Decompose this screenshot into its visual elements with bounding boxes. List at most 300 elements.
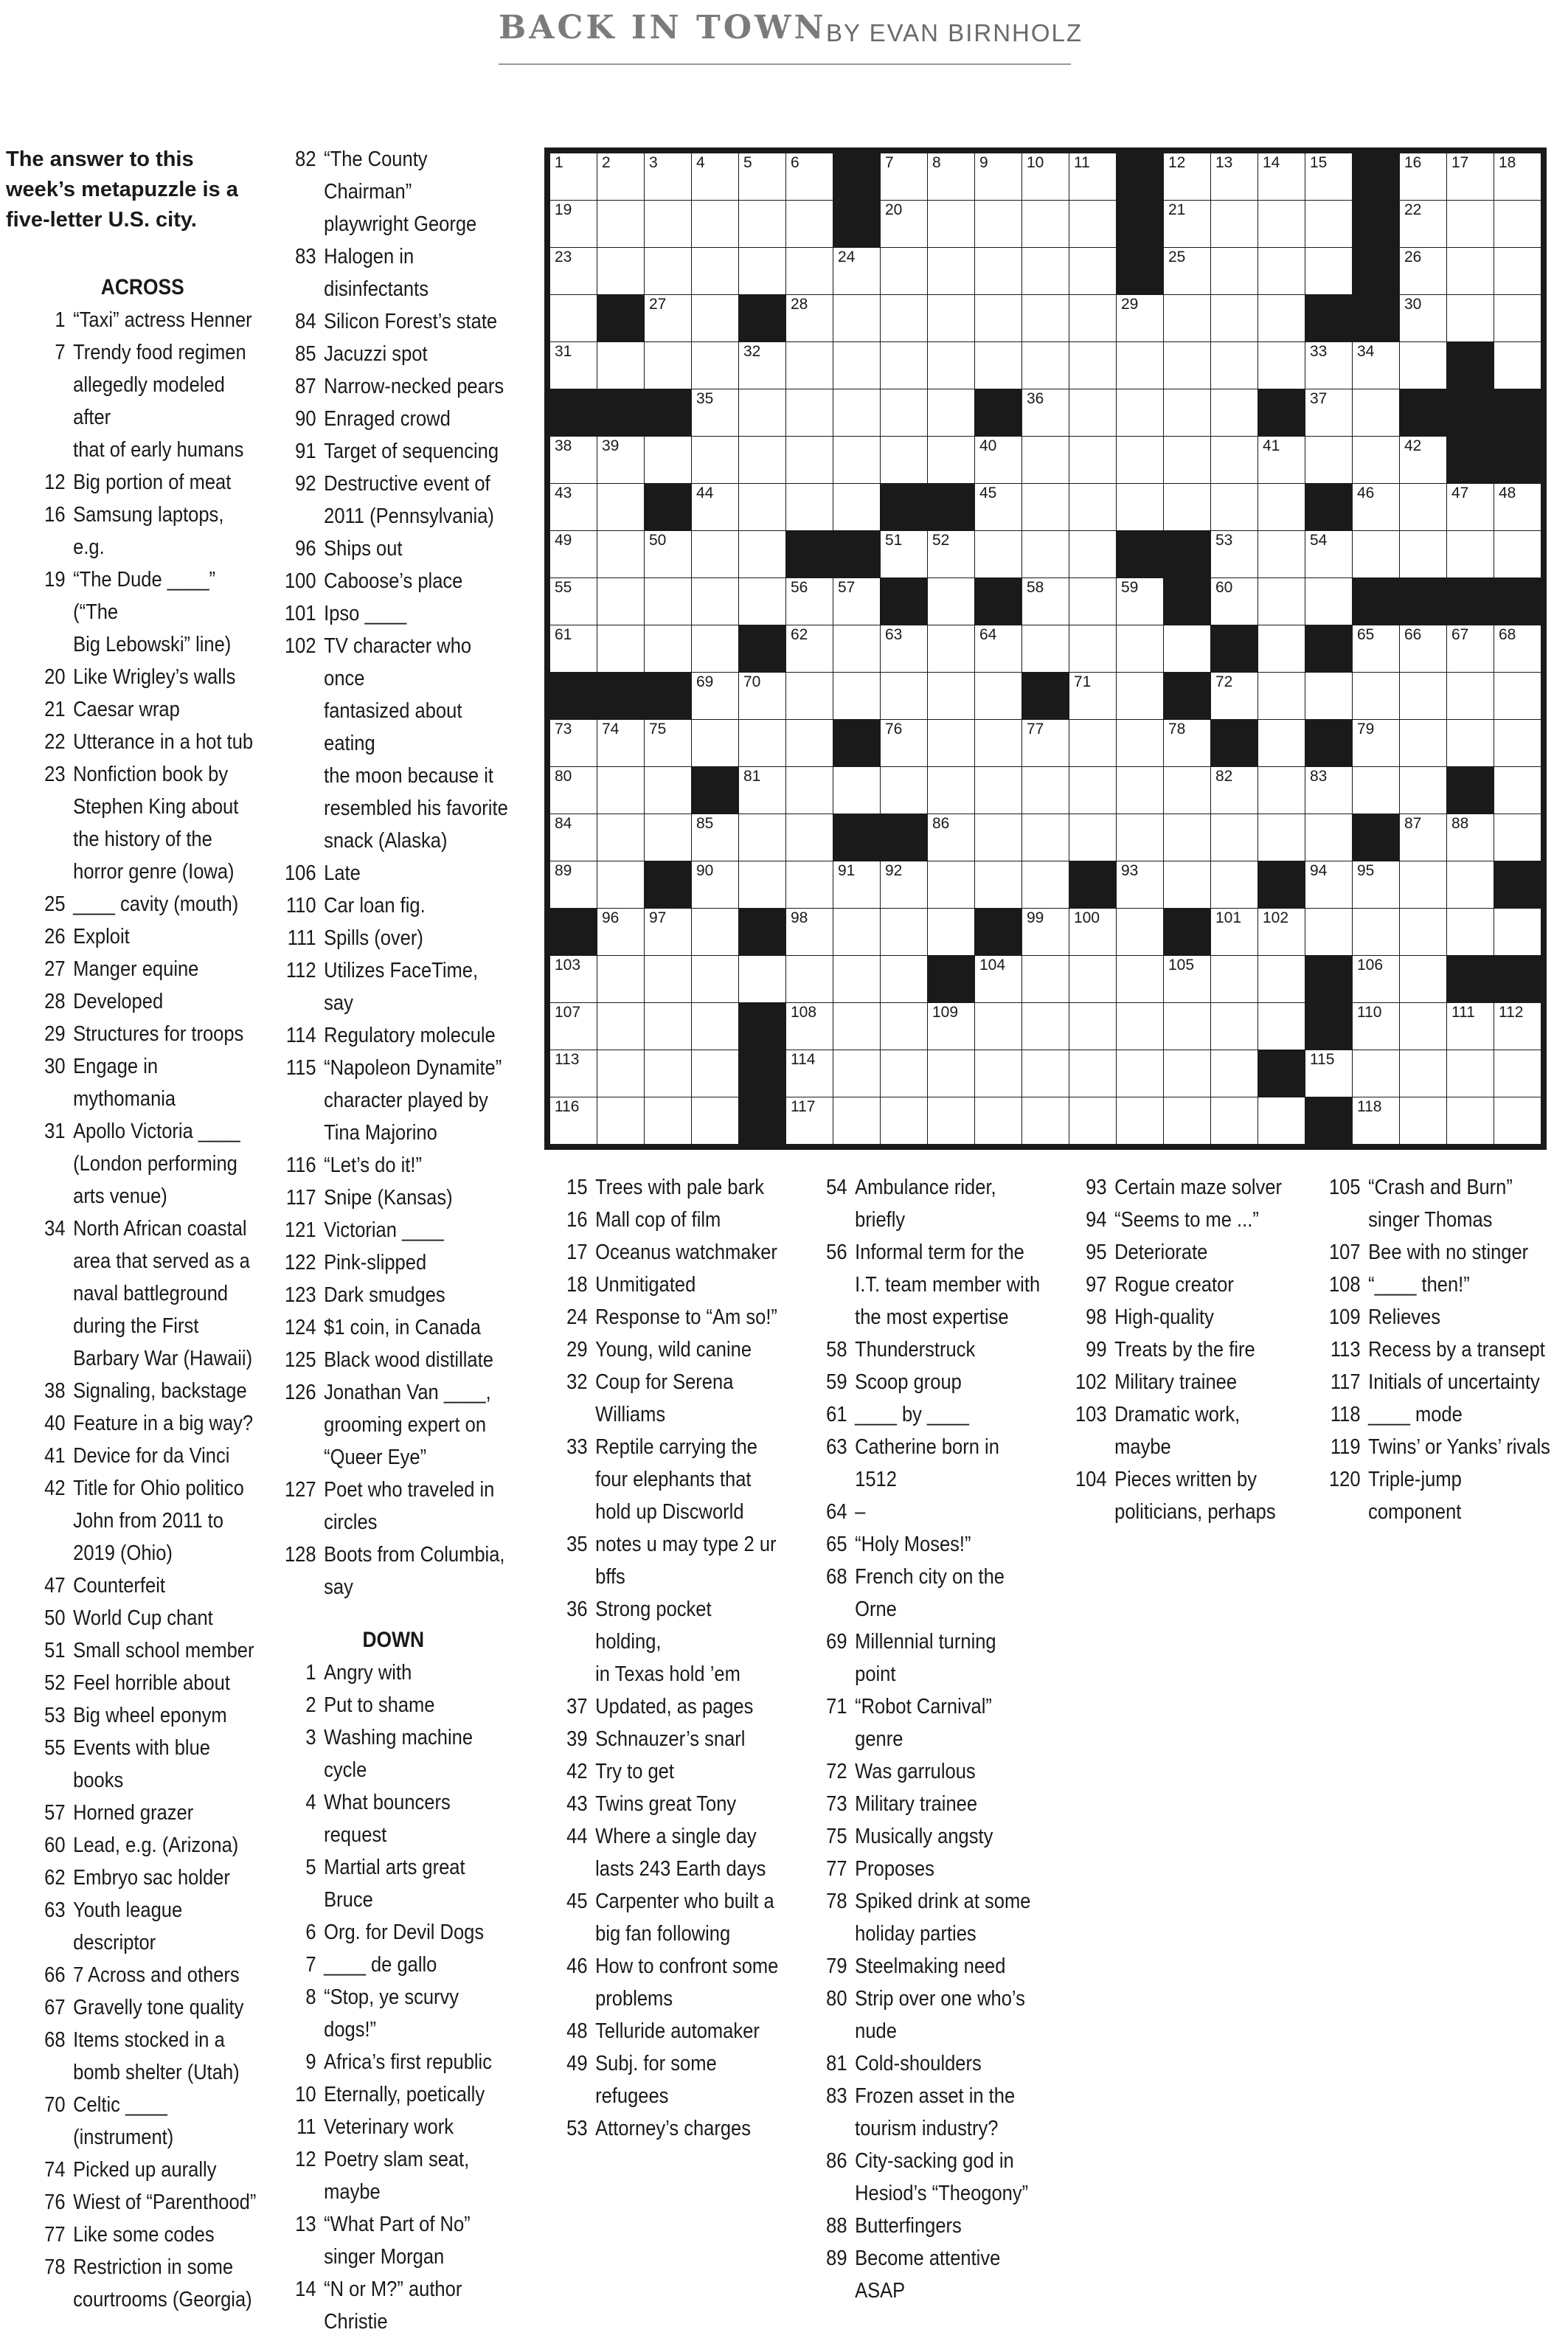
grid-cell[interactable] <box>1164 389 1210 436</box>
grid-cell[interactable] <box>1211 861 1257 908</box>
grid-cell[interactable] <box>833 625 880 672</box>
grid-cell[interactable] <box>1022 1003 1069 1050</box>
grid-cell[interactable] <box>692 389 738 436</box>
grid-cell[interactable] <box>833 673 880 719</box>
grid-cell[interactable] <box>692 625 738 672</box>
grid-cell[interactable] <box>1069 1050 1116 1097</box>
grid-cell[interactable] <box>1211 767 1257 814</box>
grid-cell[interactable] <box>1494 720 1541 766</box>
grid-cell[interactable] <box>786 248 833 294</box>
grid-cell[interactable] <box>1117 484 1163 530</box>
grid-cell[interactable] <box>975 248 1021 294</box>
grid-cell[interactable] <box>975 956 1021 1002</box>
grid-cell[interactable] <box>597 1003 644 1050</box>
grid-cell[interactable] <box>1494 1003 1541 1050</box>
grid-cell[interactable] <box>1353 720 1399 766</box>
grid-cell[interactable] <box>786 814 833 861</box>
grid-cell[interactable] <box>928 861 974 908</box>
grid-cell[interactable] <box>597 720 644 766</box>
grid-cell[interactable] <box>1494 909 1541 955</box>
grid-cell[interactable] <box>1022 909 1069 955</box>
grid-cell[interactable] <box>1447 1003 1494 1050</box>
grid-cell[interactable] <box>1022 625 1069 672</box>
grid-cell[interactable] <box>1353 389 1399 436</box>
grid-cell[interactable] <box>1211 1050 1257 1097</box>
grid-cell[interactable] <box>645 1003 691 1050</box>
grid-cell[interactable] <box>1117 437 1163 483</box>
grid-cell[interactable] <box>550 720 597 766</box>
grid-cell[interactable] <box>975 720 1021 766</box>
grid-cell[interactable] <box>975 625 1021 672</box>
grid-cell[interactable] <box>1353 673 1399 719</box>
grid-cell[interactable] <box>1494 1097 1541 1144</box>
grid-cell[interactable] <box>786 909 833 955</box>
grid-cell[interactable] <box>1400 1003 1446 1050</box>
grid-cell[interactable] <box>1117 861 1163 908</box>
grid-cell[interactable] <box>739 484 785 530</box>
grid-cell[interactable] <box>1164 1050 1210 1097</box>
grid-cell[interactable] <box>928 625 974 672</box>
grid-cell[interactable] <box>1211 956 1257 1002</box>
grid-cell[interactable] <box>692 909 738 955</box>
grid-cell[interactable] <box>1258 484 1305 530</box>
grid-cell[interactable] <box>1211 484 1257 530</box>
grid-cell[interactable] <box>1305 767 1352 814</box>
grid-cell[interactable] <box>833 389 880 436</box>
grid-cell[interactable] <box>1164 153 1210 200</box>
grid-cell[interactable] <box>786 720 833 766</box>
grid-cell[interactable] <box>1305 153 1352 200</box>
grid-cell[interactable] <box>1447 531 1494 577</box>
grid-cell[interactable] <box>928 720 974 766</box>
grid-cell[interactable] <box>1400 153 1446 200</box>
grid-cell[interactable] <box>597 437 644 483</box>
grid-cell[interactable] <box>550 1097 597 1144</box>
grid-cell[interactable] <box>881 437 927 483</box>
grid-cell[interactable] <box>597 767 644 814</box>
grid-cell[interactable] <box>1211 531 1257 577</box>
grid-cell[interactable] <box>975 531 1021 577</box>
grid-cell[interactable] <box>597 814 644 861</box>
grid-cell[interactable] <box>1069 201 1116 247</box>
grid-cell[interactable] <box>1447 295 1494 341</box>
grid-cell[interactable] <box>1400 484 1446 530</box>
grid-cell[interactable] <box>645 1097 691 1144</box>
grid-cell[interactable] <box>1447 909 1494 955</box>
grid-cell[interactable] <box>1494 153 1541 200</box>
grid-cell[interactable] <box>928 153 974 200</box>
grid-cell[interactable] <box>645 1050 691 1097</box>
grid-cell[interactable] <box>1117 578 1163 625</box>
grid-cell[interactable] <box>833 1097 880 1144</box>
grid-cell[interactable] <box>1211 909 1257 955</box>
grid-cell[interactable] <box>1069 578 1116 625</box>
grid-cell[interactable] <box>550 578 597 625</box>
grid-cell[interactable] <box>692 248 738 294</box>
grid-cell[interactable] <box>1447 861 1494 908</box>
grid-cell[interactable] <box>597 861 644 908</box>
grid-cell[interactable] <box>1069 767 1116 814</box>
grid-cell[interactable] <box>786 389 833 436</box>
grid-cell[interactable] <box>1164 484 1210 530</box>
grid-cell[interactable] <box>1211 342 1257 389</box>
grid-cell[interactable] <box>1117 720 1163 766</box>
grid-cell[interactable] <box>786 767 833 814</box>
grid-cell[interactable] <box>1069 248 1116 294</box>
grid-cell[interactable] <box>1211 201 1257 247</box>
grid-cell[interactable] <box>833 1003 880 1050</box>
grid-cell[interactable] <box>692 295 738 341</box>
grid-cell[interactable] <box>1069 625 1116 672</box>
grid-cell[interactable] <box>739 437 785 483</box>
grid-cell[interactable] <box>1022 531 1069 577</box>
grid-cell[interactable] <box>692 484 738 530</box>
grid-cell[interactable] <box>1022 1050 1069 1097</box>
grid-cell[interactable] <box>1164 956 1210 1002</box>
grid-cell[interactable] <box>645 295 691 341</box>
grid-cell[interactable] <box>1258 295 1305 341</box>
grid-cell[interactable] <box>1400 248 1446 294</box>
grid-cell[interactable] <box>1305 814 1352 861</box>
grid-cell[interactable] <box>597 578 644 625</box>
grid-cell[interactable] <box>692 956 738 1002</box>
grid-cell[interactable] <box>1211 1097 1257 1144</box>
grid-cell[interactable] <box>1447 201 1494 247</box>
grid-cell[interactable] <box>550 531 597 577</box>
grid-cell[interactable] <box>550 814 597 861</box>
grid-cell[interactable] <box>1164 201 1210 247</box>
grid-cell[interactable] <box>1305 437 1352 483</box>
grid-cell[interactable] <box>975 342 1021 389</box>
grid-cell[interactable] <box>1022 201 1069 247</box>
grid-cell[interactable] <box>1353 342 1399 389</box>
grid-cell[interactable] <box>975 295 1021 341</box>
grid-cell[interactable] <box>1022 767 1069 814</box>
grid-cell[interactable] <box>597 909 644 955</box>
grid-cell[interactable] <box>645 342 691 389</box>
grid-cell[interactable] <box>645 201 691 247</box>
grid-cell[interactable] <box>881 1097 927 1144</box>
grid-cell[interactable] <box>692 673 738 719</box>
grid-cell[interactable] <box>550 484 597 530</box>
grid-cell[interactable] <box>1494 1050 1541 1097</box>
grid-cell[interactable] <box>645 531 691 577</box>
grid-cell[interactable] <box>975 861 1021 908</box>
grid-cell[interactable] <box>1305 248 1352 294</box>
grid-cell[interactable] <box>833 484 880 530</box>
grid-cell[interactable] <box>550 201 597 247</box>
grid-cell[interactable] <box>1069 437 1116 483</box>
grid-cell[interactable] <box>881 625 927 672</box>
grid-cell[interactable] <box>597 201 644 247</box>
grid-cell[interactable] <box>1400 295 1446 341</box>
grid-cell[interactable] <box>1400 861 1446 908</box>
grid-cell[interactable] <box>928 531 974 577</box>
grid-cell[interactable] <box>1164 295 1210 341</box>
grid-cell[interactable] <box>1258 342 1305 389</box>
grid-cell[interactable] <box>1164 720 1210 766</box>
grid-cell[interactable] <box>1022 861 1069 908</box>
grid-cell[interactable] <box>1494 625 1541 672</box>
grid-cell[interactable] <box>1353 956 1399 1002</box>
grid-cell[interactable] <box>1258 909 1305 955</box>
grid-cell[interactable] <box>1117 673 1163 719</box>
grid-cell[interactable] <box>1022 248 1069 294</box>
grid-cell[interactable] <box>1494 201 1541 247</box>
grid-cell[interactable] <box>975 1003 1021 1050</box>
grid-cell[interactable] <box>1494 248 1541 294</box>
grid-cell[interactable] <box>975 1097 1021 1144</box>
grid-cell[interactable] <box>1353 1003 1399 1050</box>
grid-cell[interactable] <box>1353 909 1399 955</box>
grid-cell[interactable] <box>786 1003 833 1050</box>
grid-cell[interactable] <box>1164 767 1210 814</box>
grid-cell[interactable] <box>1258 767 1305 814</box>
grid-cell[interactable] <box>1400 909 1446 955</box>
grid-cell[interactable] <box>692 1050 738 1097</box>
grid-cell[interactable] <box>1305 201 1352 247</box>
grid-cell[interactable] <box>928 1050 974 1097</box>
grid-cell[interactable] <box>550 767 597 814</box>
grid-cell[interactable] <box>1447 248 1494 294</box>
grid-cell[interactable] <box>597 531 644 577</box>
grid-cell[interactable] <box>692 437 738 483</box>
grid-cell[interactable] <box>739 814 785 861</box>
grid-cell[interactable] <box>1494 767 1541 814</box>
grid-cell[interactable] <box>786 1050 833 1097</box>
grid-cell[interactable] <box>1494 814 1541 861</box>
grid-cell[interactable] <box>928 389 974 436</box>
grid-cell[interactable] <box>881 295 927 341</box>
grid-cell[interactable] <box>928 814 974 861</box>
grid-cell[interactable] <box>1305 1050 1352 1097</box>
grid-cell[interactable] <box>928 767 974 814</box>
grid-cell[interactable] <box>645 248 691 294</box>
grid-cell[interactable] <box>1069 484 1116 530</box>
grid-cell[interactable] <box>739 861 785 908</box>
grid-cell[interactable] <box>1447 1050 1494 1097</box>
grid-cell[interactable] <box>1164 342 1210 389</box>
grid-cell[interactable] <box>645 720 691 766</box>
grid-cell[interactable] <box>1211 248 1257 294</box>
grid-cell[interactable] <box>1447 625 1494 672</box>
grid-cell[interactable] <box>692 201 738 247</box>
grid-cell[interactable] <box>786 578 833 625</box>
grid-cell[interactable] <box>1400 1050 1446 1097</box>
grid-cell[interactable] <box>1117 1097 1163 1144</box>
grid-cell[interactable] <box>975 814 1021 861</box>
grid-cell[interactable] <box>1353 767 1399 814</box>
grid-cell[interactable] <box>1069 1097 1116 1144</box>
grid-cell[interactable] <box>597 1097 644 1144</box>
grid-cell[interactable] <box>1069 720 1116 766</box>
grid-cell[interactable] <box>881 767 927 814</box>
grid-cell[interactable] <box>1164 1003 1210 1050</box>
grid-cell[interactable] <box>1494 673 1541 719</box>
grid-cell[interactable] <box>1494 295 1541 341</box>
grid-cell[interactable] <box>786 201 833 247</box>
grid-cell[interactable] <box>1353 861 1399 908</box>
grid-cell[interactable] <box>550 1050 597 1097</box>
grid-cell[interactable] <box>1447 673 1494 719</box>
grid-cell[interactable] <box>1022 484 1069 530</box>
grid-cell[interactable] <box>1400 720 1446 766</box>
grid-cell[interactable] <box>1258 956 1305 1002</box>
grid-cell[interactable] <box>786 861 833 908</box>
grid-cell[interactable] <box>645 153 691 200</box>
grid-cell[interactable] <box>550 861 597 908</box>
grid-cell[interactable] <box>1305 578 1352 625</box>
grid-cell[interactable] <box>597 153 644 200</box>
grid-cell[interactable] <box>1400 956 1446 1002</box>
grid-cell[interactable] <box>692 814 738 861</box>
grid-cell[interactable] <box>1305 673 1352 719</box>
grid-cell[interactable] <box>1211 153 1257 200</box>
grid-cell[interactable] <box>597 342 644 389</box>
grid-cell[interactable] <box>1022 153 1069 200</box>
grid-cell[interactable] <box>550 956 597 1002</box>
grid-cell[interactable] <box>1164 1097 1210 1144</box>
grid-cell[interactable] <box>1353 625 1399 672</box>
grid-cell[interactable] <box>739 531 785 577</box>
grid-cell[interactable] <box>550 1003 597 1050</box>
grid-cell[interactable] <box>645 578 691 625</box>
grid-cell[interactable] <box>928 437 974 483</box>
grid-cell[interactable] <box>1211 437 1257 483</box>
grid-cell[interactable] <box>1258 625 1305 672</box>
grid-cell[interactable] <box>692 1003 738 1050</box>
grid-cell[interactable] <box>928 1097 974 1144</box>
grid-cell[interactable] <box>1164 814 1210 861</box>
grid-cell[interactable] <box>975 201 1021 247</box>
grid-cell[interactable] <box>881 673 927 719</box>
grid-cell[interactable] <box>550 625 597 672</box>
grid-cell[interactable] <box>1447 484 1494 530</box>
grid-cell[interactable] <box>597 625 644 672</box>
grid-cell[interactable] <box>1400 1097 1446 1144</box>
grid-cell[interactable] <box>1211 814 1257 861</box>
grid-cell[interactable] <box>597 1050 644 1097</box>
grid-cell[interactable] <box>645 814 691 861</box>
grid-cell[interactable] <box>1494 531 1541 577</box>
grid-cell[interactable] <box>1494 342 1541 389</box>
grid-cell[interactable] <box>1164 437 1210 483</box>
grid-cell[interactable] <box>786 956 833 1002</box>
grid-cell[interactable] <box>1117 389 1163 436</box>
grid-cell[interactable] <box>1069 1003 1116 1050</box>
grid-cell[interactable] <box>692 1097 738 1144</box>
grid-cell[interactable] <box>928 673 974 719</box>
grid-cell[interactable] <box>645 767 691 814</box>
grid-cell[interactable] <box>1447 1097 1494 1144</box>
grid-cell[interactable] <box>1069 956 1116 1002</box>
grid-cell[interactable] <box>1117 767 1163 814</box>
grid-cell[interactable] <box>1069 342 1116 389</box>
grid-cell[interactable] <box>645 625 691 672</box>
grid-cell[interactable] <box>975 1050 1021 1097</box>
grid-cell[interactable] <box>1117 814 1163 861</box>
grid-cell[interactable] <box>692 531 738 577</box>
grid-cell[interactable] <box>1305 861 1352 908</box>
grid-cell[interactable] <box>1022 814 1069 861</box>
grid-cell[interactable] <box>1022 956 1069 1002</box>
grid-cell[interactable] <box>739 673 785 719</box>
grid-cell[interactable] <box>692 861 738 908</box>
grid-cell[interactable] <box>1400 437 1446 483</box>
grid-cell[interactable] <box>881 389 927 436</box>
grid-cell[interactable] <box>1305 342 1352 389</box>
grid-cell[interactable] <box>1022 295 1069 341</box>
grid-cell[interactable] <box>550 437 597 483</box>
grid-cell[interactable] <box>881 201 927 247</box>
grid-cell[interactable] <box>739 342 785 389</box>
grid-cell[interactable] <box>550 153 597 200</box>
grid-cell[interactable] <box>833 578 880 625</box>
grid-cell[interactable] <box>975 673 1021 719</box>
grid-cell[interactable] <box>975 767 1021 814</box>
grid-cell[interactable] <box>786 673 833 719</box>
grid-cell[interactable] <box>739 389 785 436</box>
grid-cell[interactable] <box>1258 1003 1305 1050</box>
grid-cell[interactable] <box>645 956 691 1002</box>
grid-cell[interactable] <box>786 153 833 200</box>
grid-cell[interactable] <box>1305 389 1352 436</box>
grid-cell[interactable] <box>550 248 597 294</box>
grid-cell[interactable] <box>1305 909 1352 955</box>
grid-cell[interactable] <box>692 342 738 389</box>
grid-cell[interactable] <box>1400 625 1446 672</box>
grid-cell[interactable] <box>1117 1003 1163 1050</box>
grid-cell[interactable] <box>1211 673 1257 719</box>
grid-cell[interactable] <box>786 342 833 389</box>
grid-cell[interactable] <box>1258 153 1305 200</box>
grid-cell[interactable] <box>692 153 738 200</box>
grid-cell[interactable] <box>1069 389 1116 436</box>
grid-cell[interactable] <box>881 342 927 389</box>
grid-cell[interactable] <box>739 767 785 814</box>
grid-cell[interactable] <box>1258 248 1305 294</box>
grid-cell[interactable] <box>1258 1097 1305 1144</box>
grid-cell[interactable] <box>928 295 974 341</box>
grid-cell[interactable] <box>928 342 974 389</box>
grid-cell[interactable] <box>1211 578 1257 625</box>
grid-cell[interactable] <box>1494 484 1541 530</box>
grid-cell[interactable] <box>881 720 927 766</box>
grid-cell[interactable] <box>1400 767 1446 814</box>
grid-cell[interactable] <box>1353 531 1399 577</box>
grid-cell[interactable] <box>1447 814 1494 861</box>
grid-cell[interactable] <box>597 484 644 530</box>
grid-cell[interactable] <box>786 484 833 530</box>
grid-cell[interactable] <box>833 342 880 389</box>
grid-cell[interactable] <box>786 295 833 341</box>
grid-cell[interactable] <box>1211 1003 1257 1050</box>
grid-cell[interactable] <box>1258 201 1305 247</box>
grid-cell[interactable] <box>739 201 785 247</box>
grid-cell[interactable] <box>928 201 974 247</box>
grid-cell[interactable] <box>1022 578 1069 625</box>
grid-cell[interactable] <box>1400 673 1446 719</box>
grid-cell[interactable] <box>833 861 880 908</box>
grid-cell[interactable] <box>550 342 597 389</box>
grid-cell[interactable] <box>1258 720 1305 766</box>
grid-cell[interactable] <box>1069 153 1116 200</box>
grid-cell[interactable] <box>1353 437 1399 483</box>
grid-cell[interactable] <box>881 531 927 577</box>
grid-cell[interactable] <box>739 248 785 294</box>
grid-cell[interactable] <box>928 248 974 294</box>
grid-cell[interactable] <box>833 437 880 483</box>
